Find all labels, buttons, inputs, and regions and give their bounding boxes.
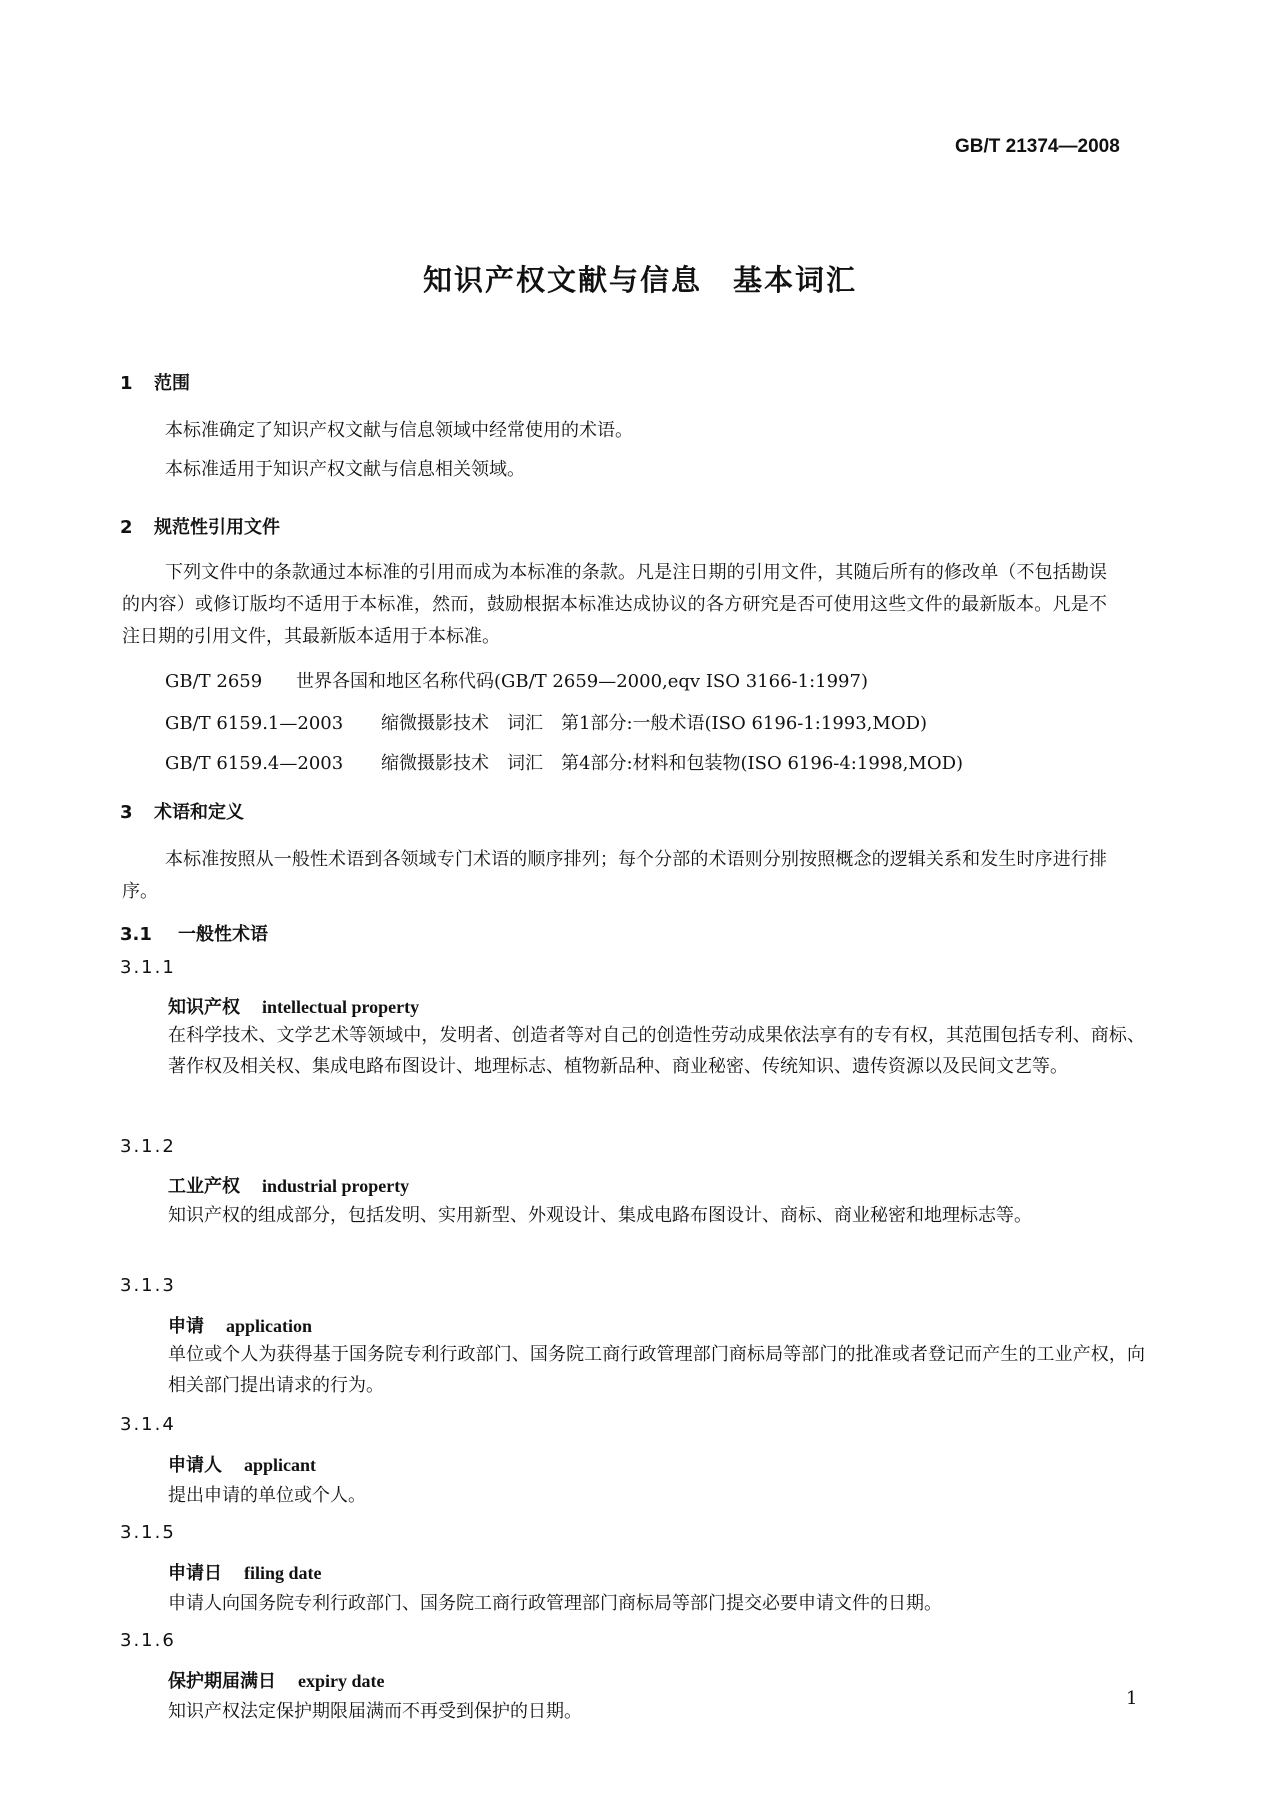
term-entry [168, 1559, 322, 1585]
subsection-title: 一般性术语 [178, 924, 268, 945]
reference-title: 缩微摄影技术 词汇 第4部分:材料和包装物(ISO 6196-4:1998,MOD) [381, 753, 964, 774]
clause-number: 3.1.3 [120, 1275, 176, 1296]
section-1-paragraph: 本标准适用于知识产权文献与信息相关领域。 [165, 459, 525, 480]
term-definition: 单位或个人为获得基于国务院专利行政部门、国务院工商行政管理部门商标局等部门的批准或者登记而产生的工业产权，向相关部门提出请求的行为。 [168, 1344, 1145, 1396]
term-en: applicant [244, 1455, 317, 1475]
term-definition: 在科学技术、文学艺术等领域中，发明者、创造者等对自己的创造性劳动成果依法享有的专有权，其范围包括专利、商标、著作权及相关权、集成电路布图设计、地理标志、植物新品种、商业秘密、传统知识、遗传资源以及民间文艺等。 [168, 1025, 1145, 1077]
term-en: intellectual property [262, 997, 420, 1017]
section-number: 2 [120, 517, 133, 538]
reference-item [165, 667, 868, 693]
clause-number: 3.1.5 [120, 1522, 176, 1543]
term-definition: 知识产权法定保护期限届满而不再受到保护的日期。 [168, 1701, 582, 1722]
section-1-heading [120, 369, 190, 395]
reference-item [165, 709, 927, 735]
section-3-paragraph: 本标准按照从一般性术语到各领域专门术语的顺序排列；每个分部的术语则分别按照概念的逻辑关系和发生时序进行排序。 [122, 849, 1107, 902]
term-zh: 保护期届满日 [168, 1671, 276, 1692]
section-1-paragraph: 本标准确定了知识产权文献与信息领域中经常使用的术语。 [165, 420, 633, 441]
term-entry [168, 1312, 312, 1338]
term-en: industrial property [262, 1176, 410, 1196]
clause-number: 3.1.6 [120, 1630, 176, 1651]
clause-number: 3.1.4 [120, 1414, 176, 1435]
section-title: 术语和定义 [154, 802, 244, 823]
term-zh: 申请人 [168, 1455, 222, 1476]
section-2-paragraph: 下列文件中的条款通过本标准的引用而成为本标准的条款。凡是注日期的引用文件，其随后所有的修改单（不包括勘误的内容）或修订版均不适用于本标准，然而，鼓励根据本标准达成协议的各方研究是否可使用这些文件的最新版本。凡是不注日期的引用文件，其最新版本适用于本标准。 [122, 562, 1107, 647]
reference-title: 缩微摄影技术 词汇 第1部分:一般术语(ISO 6196-1:1993,MOD) [381, 713, 928, 734]
term-entry [168, 1172, 409, 1198]
clause-number: 3.1.1 [120, 957, 176, 978]
section-number: 3 [120, 802, 133, 823]
reference-item [165, 749, 963, 775]
section-title: 范围 [154, 373, 190, 394]
term-entry [168, 1667, 384, 1693]
page-title: 知识产权文献与信息 基本词汇 [422, 263, 857, 297]
term-definition: 提出申请的单位或个人。 [168, 1485, 366, 1506]
term-zh: 申请日 [168, 1563, 222, 1584]
term-zh: 知识产权 [168, 997, 240, 1018]
subsection-heading [120, 920, 268, 946]
term-entry [168, 993, 419, 1019]
page-number: 1 [1126, 1688, 1138, 1709]
subsection-number: 3.1 [120, 924, 152, 945]
term-zh: 申请 [168, 1316, 204, 1337]
reference-code: GB/T 2659 [165, 671, 263, 692]
section-number: 1 [120, 373, 133, 394]
reference-code: GB/T 6159.4—2003 [165, 753, 344, 774]
term-definition: 知识产权的组成部分，包括发明、实用新型、外观设计、集成电路布图设计、商标、商业秘密和地理标志等。 [168, 1205, 1032, 1226]
reference-title: 世界各国和地区名称代码(GB/T 2659—2000,eqv ISO 3166-1:1997) [296, 671, 868, 692]
section-2-heading [120, 513, 280, 539]
term-en: application [226, 1316, 313, 1336]
section-title: 规范性引用文件 [154, 517, 280, 538]
reference-code: GB/T 6159.1—2003 [165, 713, 344, 734]
term-en: expiry date [298, 1671, 385, 1691]
section-3-heading [120, 798, 244, 824]
standard-code: GB/T 21374—2008 [955, 136, 1120, 157]
term-en: filing date [244, 1563, 322, 1583]
term-definition: 申请人向国务院专利行政部门、国务院工商行政管理部门商标局等部门提交必要申请文件的日期。 [168, 1593, 942, 1614]
term-zh: 工业产权 [168, 1176, 240, 1197]
term-entry [168, 1451, 316, 1477]
clause-number: 3.1.2 [120, 1136, 176, 1157]
